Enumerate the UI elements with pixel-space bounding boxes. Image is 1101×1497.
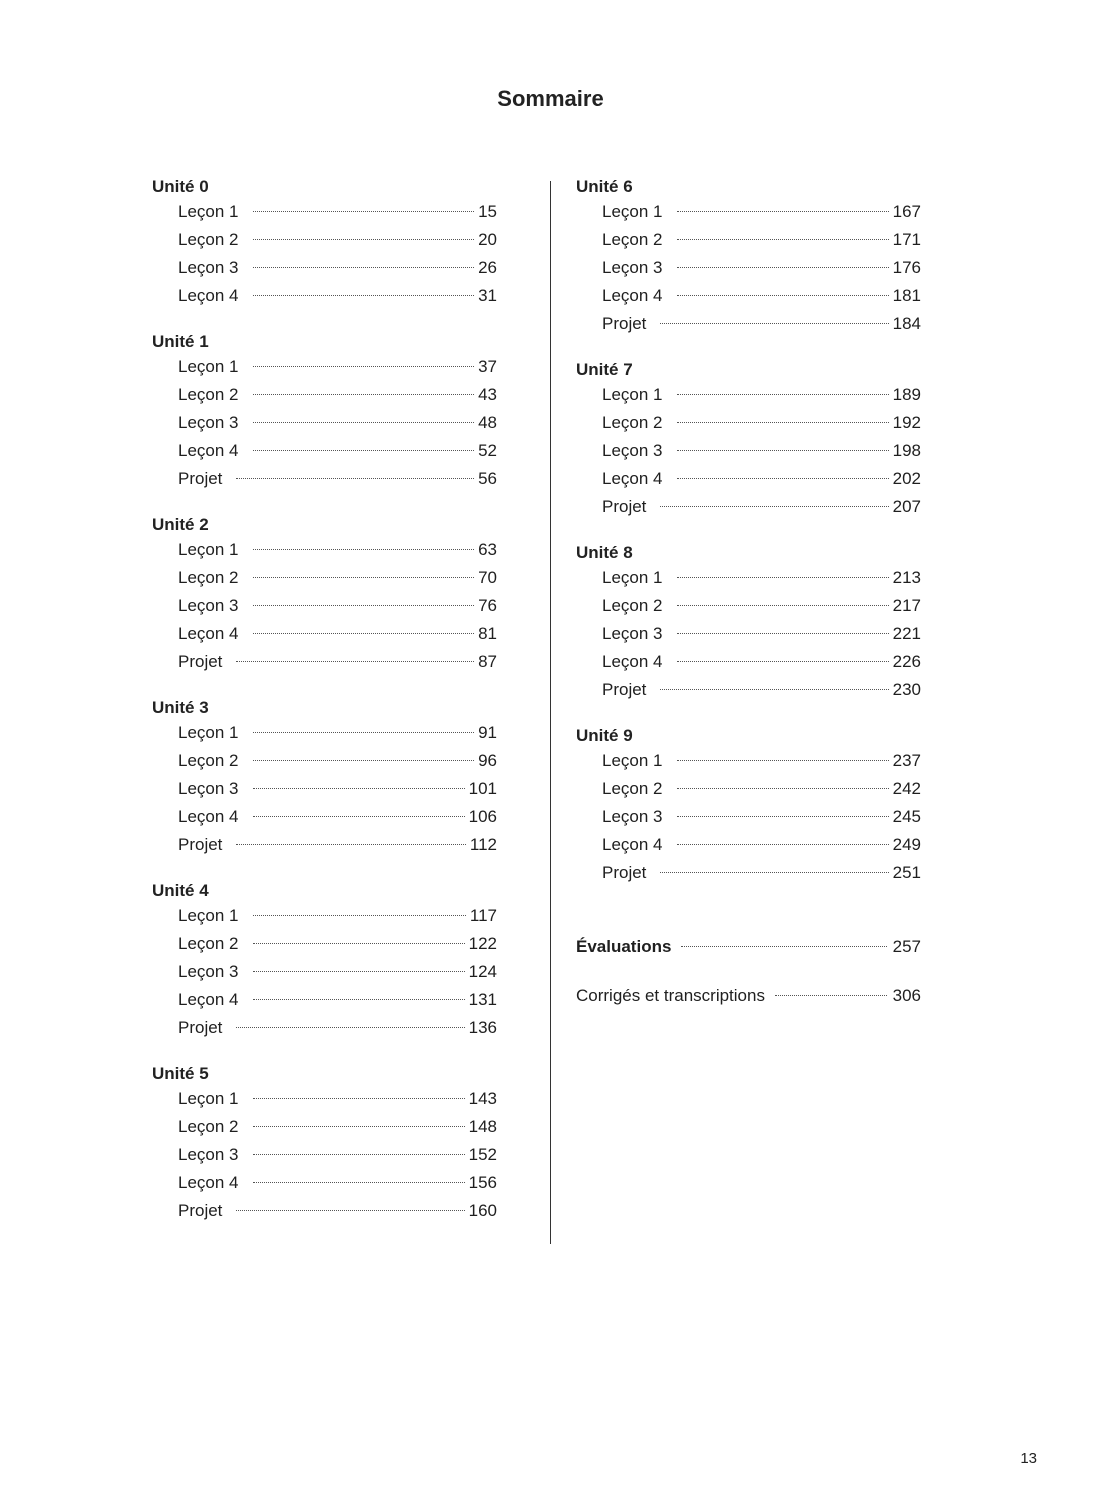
- toc-entry[interactable]: [152, 986, 497, 1014]
- entry-page: 131: [468, 990, 497, 1009]
- dot-leader: [253, 422, 475, 423]
- dot-leader: [677, 239, 889, 240]
- entry-page: 226: [892, 652, 921, 671]
- entry-page: 181: [892, 286, 921, 305]
- toc-entry[interactable]: [152, 437, 497, 465]
- toc-entry[interactable]: [152, 1014, 497, 1042]
- entry-page: 221: [892, 624, 921, 643]
- entry-page: 249: [892, 835, 921, 854]
- entry-label: Leçon 1: [178, 357, 239, 376]
- toc-entry[interactable]: [152, 409, 497, 437]
- entry-page: 56: [478, 469, 497, 488]
- toc-unit: [576, 542, 921, 704]
- toc-entry[interactable]: [576, 747, 921, 775]
- dot-leader: [677, 577, 889, 578]
- toc-entry[interactable]: [152, 381, 497, 409]
- dot-leader: [253, 633, 475, 634]
- toc-entry[interactable]: [152, 1141, 497, 1169]
- entry-label: Leçon 2: [178, 230, 239, 249]
- toc-entry[interactable]: [576, 859, 921, 887]
- toc-entry[interactable]: [152, 353, 497, 381]
- dot-leader: [677, 816, 889, 817]
- dot-leader: [677, 394, 889, 395]
- entry-label: Leçon 3: [178, 258, 239, 277]
- toc-entry[interactable]: [152, 1197, 497, 1225]
- toc-entry[interactable]: [152, 254, 497, 282]
- entry-page: 48: [478, 413, 497, 432]
- entry-page: 207: [892, 497, 921, 516]
- unit-title: Unité 8: [576, 543, 633, 562]
- dot-leader: [236, 1210, 464, 1211]
- dot-leader: [660, 872, 888, 873]
- toc-unit: [576, 725, 921, 887]
- dot-leader: [253, 394, 475, 395]
- toc-entry[interactable]: [152, 465, 497, 493]
- entry-page: 70: [478, 568, 497, 587]
- entry-label: Leçon 2: [602, 779, 663, 798]
- entry-label: Leçon 2: [602, 230, 663, 249]
- toc-entry[interactable]: [152, 1113, 497, 1141]
- toc-entry-evaluations[interactable]: [576, 933, 921, 961]
- entry-page: 37: [478, 357, 497, 376]
- entry-label: Projet: [178, 469, 223, 488]
- dot-leader: [236, 1027, 464, 1028]
- dot-leader: [677, 478, 889, 479]
- entry-page: 20: [478, 230, 497, 249]
- dot-leader: [253, 732, 475, 733]
- entry-page: 43: [478, 385, 497, 404]
- toc-entry-corriges[interactable]: [576, 982, 921, 1010]
- toc-entry[interactable]: [576, 437, 921, 465]
- entry-label: Leçon 3: [178, 596, 239, 615]
- entry-label: Leçon 2: [602, 596, 663, 615]
- entry-page: 160: [468, 1201, 497, 1220]
- entry-label: Leçon 3: [178, 413, 239, 432]
- unit-title: Unité 5: [152, 1064, 209, 1083]
- entry-page: 143: [468, 1089, 497, 1108]
- page-number: 13: [1020, 1450, 1037, 1467]
- entry-page: 237: [892, 751, 921, 770]
- toc-entry[interactable]: [152, 719, 497, 747]
- entry-label: Leçon 1: [178, 540, 239, 559]
- entry-label: Leçon 4: [178, 1173, 239, 1192]
- entry-label: Leçon 4: [178, 441, 239, 460]
- entry-page: 152: [468, 1145, 497, 1164]
- dot-leader: [253, 1154, 465, 1155]
- toc-entry[interactable]: [576, 648, 921, 676]
- toc-entry[interactable]: [576, 592, 921, 620]
- entry-page: 117: [469, 906, 497, 925]
- toc-entry[interactable]: [152, 1085, 497, 1113]
- entry-page: 15: [478, 202, 497, 221]
- entry-page: 176: [892, 258, 921, 277]
- toc-entry[interactable]: [576, 381, 921, 409]
- entry-label: Leçon 4: [602, 286, 663, 305]
- toc-entry[interactable]: [152, 831, 497, 859]
- entry-page: 112: [469, 835, 497, 854]
- entry-label: Projet: [178, 1018, 223, 1037]
- entry-label: Projet: [178, 652, 223, 671]
- toc-unit: [152, 697, 497, 859]
- dot-leader: [677, 422, 889, 423]
- dot-leader: [775, 995, 887, 996]
- toc-entry[interactable]: [576, 620, 921, 648]
- entry-label: Leçon 1: [602, 751, 663, 770]
- unit-title: Unité 9: [576, 726, 633, 745]
- entry-page: 148: [468, 1117, 497, 1136]
- toc-entry[interactable]: [576, 803, 921, 831]
- dot-leader: [677, 633, 889, 634]
- toc-entry[interactable]: [576, 775, 921, 803]
- entry-label: Leçon 4: [602, 469, 663, 488]
- entry-page: 217: [892, 596, 921, 615]
- dot-leader: [236, 844, 465, 845]
- entry-label: Leçon 1: [178, 202, 239, 221]
- toc-entry[interactable]: [576, 564, 921, 592]
- entry-page: 189: [892, 385, 921, 404]
- dot-leader: [677, 661, 889, 662]
- entry-label: Projet: [602, 314, 647, 333]
- toc-entry[interactable]: [152, 775, 497, 803]
- toc-entry[interactable]: [576, 465, 921, 493]
- corriges-label: Corrigés et transcriptions: [576, 986, 765, 1005]
- toc-entry[interactable]: [152, 536, 497, 564]
- dot-leader: [677, 295, 889, 296]
- entry-page: 96: [478, 751, 497, 770]
- entry-label: Leçon 3: [602, 807, 663, 826]
- entry-label: Leçon 2: [178, 1117, 239, 1136]
- entry-page: 76: [478, 596, 497, 615]
- entry-page: 251: [892, 863, 921, 882]
- entry-label: Leçon 4: [178, 624, 239, 643]
- entry-page: 156: [468, 1173, 497, 1192]
- dot-leader: [253, 366, 475, 367]
- dot-leader: [681, 946, 886, 947]
- entry-page: 52: [478, 441, 497, 460]
- dot-leader: [253, 605, 475, 606]
- dot-leader: [253, 450, 475, 451]
- entry-label: Leçon 2: [178, 934, 239, 953]
- entry-label: Leçon 4: [602, 652, 663, 671]
- entry-page: 184: [892, 314, 921, 333]
- dot-leader: [677, 450, 889, 451]
- unit-title: Unité 7: [576, 360, 633, 379]
- toc-unit: [152, 880, 497, 1042]
- entry-page: 171: [892, 230, 921, 249]
- dot-leader: [253, 943, 465, 944]
- dot-leader: [253, 211, 475, 212]
- entry-label: Leçon 3: [602, 258, 663, 277]
- entry-label: Leçon 1: [178, 723, 239, 742]
- dot-leader: [253, 549, 475, 550]
- entry-label: Leçon 3: [602, 624, 663, 643]
- entry-page: 192: [892, 413, 921, 432]
- dot-leader: [253, 999, 465, 1000]
- page-title: Sommaire: [497, 86, 604, 111]
- toc-entry[interactable]: [152, 930, 497, 958]
- toc-entry[interactable]: [576, 831, 921, 859]
- entry-label: Leçon 2: [602, 413, 663, 432]
- dot-leader: [253, 295, 475, 296]
- entry-page: 167: [892, 202, 921, 221]
- dot-leader: [253, 788, 465, 789]
- dot-leader: [253, 267, 475, 268]
- toc-entry[interactable]: [152, 620, 497, 648]
- toc-entry[interactable]: [576, 282, 921, 310]
- dot-leader: [677, 605, 889, 606]
- evaluations-page: 257: [892, 937, 921, 956]
- toc-unit: [576, 176, 921, 338]
- toc-entry[interactable]: [576, 409, 921, 437]
- toc-entry[interactable]: [152, 902, 497, 930]
- toc-left-column: [152, 176, 497, 1246]
- entry-label: Projet: [602, 497, 647, 516]
- entry-label: Leçon 3: [178, 962, 239, 981]
- entry-page: 63: [478, 540, 497, 559]
- entry-page: 81: [478, 624, 497, 643]
- dot-leader: [253, 760, 475, 761]
- entry-page: 136: [468, 1018, 497, 1037]
- entry-label: Projet: [178, 1201, 223, 1220]
- toc-entry[interactable]: [152, 564, 497, 592]
- dot-leader: [677, 211, 889, 212]
- dot-leader: [677, 788, 889, 789]
- entry-page: 198: [892, 441, 921, 460]
- dot-leader: [236, 661, 474, 662]
- dot-leader: [253, 1098, 465, 1099]
- toc-unit: [152, 1063, 497, 1225]
- dot-leader: [677, 267, 889, 268]
- dot-leader: [236, 478, 474, 479]
- entry-label: Leçon 1: [602, 202, 663, 221]
- dot-leader: [660, 506, 888, 507]
- entry-page: 242: [892, 779, 921, 798]
- toc-entry[interactable]: [152, 1169, 497, 1197]
- toc-entry[interactable]: [152, 592, 497, 620]
- entry-label: Leçon 4: [602, 835, 663, 854]
- entry-page: 91: [478, 723, 497, 742]
- dot-leader: [677, 844, 889, 845]
- dot-leader: [253, 816, 465, 817]
- column-divider: [550, 181, 551, 1244]
- dot-leader: [253, 971, 465, 972]
- entry-label: Leçon 4: [178, 807, 239, 826]
- toc-unit: [576, 359, 921, 521]
- unit-title: Unité 1: [152, 332, 209, 351]
- entry-label: Leçon 1: [178, 1089, 239, 1108]
- entry-label: Leçon 2: [178, 751, 239, 770]
- entry-label: Leçon 3: [178, 779, 239, 798]
- entry-label: Leçon 3: [602, 441, 663, 460]
- entry-page: 87: [478, 652, 497, 671]
- toc-unit: [152, 176, 497, 310]
- dot-leader: [660, 323, 888, 324]
- toc-unit: [152, 514, 497, 676]
- entry-label: Leçon 2: [178, 568, 239, 587]
- entry-label: Leçon 1: [602, 568, 663, 587]
- toc-entry[interactable]: [576, 493, 921, 521]
- unit-title: Unité 0: [152, 177, 209, 196]
- toc-entry[interactable]: [152, 198, 497, 226]
- unit-title: Unité 4: [152, 881, 209, 900]
- entry-label: Leçon 4: [178, 990, 239, 1009]
- dot-leader: [253, 1182, 465, 1183]
- entry-label: Leçon 1: [602, 385, 663, 404]
- toc-entry[interactable]: [576, 310, 921, 338]
- unit-title: Unité 3: [152, 698, 209, 717]
- entry-label: Leçon 3: [178, 1145, 239, 1164]
- entry-page: 124: [468, 962, 497, 981]
- toc-entry[interactable]: [152, 803, 497, 831]
- entry-page: 245: [892, 807, 921, 826]
- entry-label: Leçon 4: [178, 286, 239, 305]
- toc-entry[interactable]: [152, 648, 497, 676]
- dot-leader: [660, 689, 888, 690]
- dot-leader: [677, 760, 889, 761]
- toc-entry[interactable]: [576, 226, 921, 254]
- entry-page: 230: [892, 680, 921, 699]
- dot-leader: [253, 915, 466, 916]
- toc-unit: [152, 331, 497, 493]
- entry-label: Projet: [602, 680, 647, 699]
- toc-entry[interactable]: [152, 226, 497, 254]
- dot-leader: [253, 1126, 465, 1127]
- entry-label: Leçon 2: [178, 385, 239, 404]
- unit-title: Unité 2: [152, 515, 209, 534]
- entry-label: Leçon 1: [178, 906, 239, 925]
- entry-page: 122: [468, 934, 497, 953]
- entry-label: Projet: [602, 863, 647, 882]
- toc-entry[interactable]: [152, 747, 497, 775]
- entry-page: 26: [478, 258, 497, 277]
- entry-label: Projet: [178, 835, 223, 854]
- toc-entry[interactable]: [152, 958, 497, 986]
- entry-page: 202: [892, 469, 921, 488]
- corriges-page: 306: [892, 986, 921, 1005]
- entry-page: 213: [892, 568, 921, 587]
- dot-leader: [253, 239, 475, 240]
- toc-entry[interactable]: [576, 254, 921, 282]
- entry-page: 31: [478, 286, 497, 305]
- toc-entry[interactable]: [576, 198, 921, 226]
- entry-page: 101: [468, 779, 497, 798]
- toc-right-column: [576, 176, 921, 1010]
- evaluations-label: Évaluations: [576, 937, 672, 956]
- entry-page: 106: [468, 807, 497, 826]
- toc-entry[interactable]: [576, 676, 921, 704]
- dot-leader: [253, 577, 475, 578]
- toc-entry[interactable]: [152, 282, 497, 310]
- unit-title: Unité 6: [576, 177, 633, 196]
